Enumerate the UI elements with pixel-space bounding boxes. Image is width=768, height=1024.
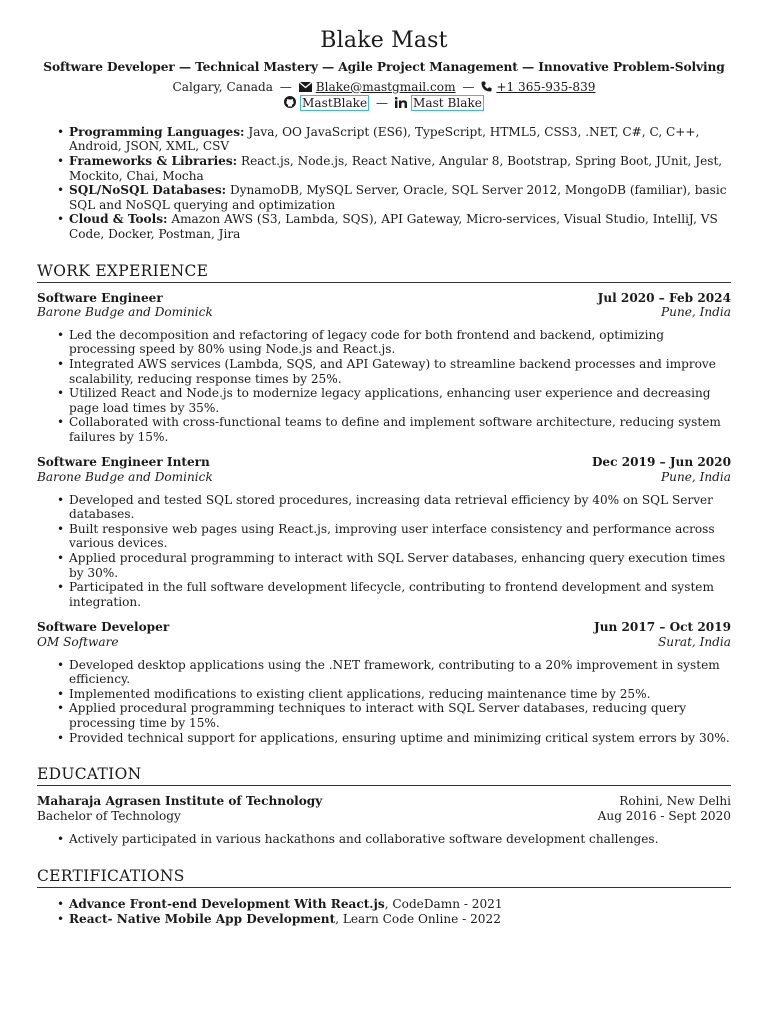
certification-name: React- Native Mobile App Development [69,911,336,926]
list-item: • Collaborated with cross-functional teams to define and implement software architecture, reducing system failures by 15%. [37,415,731,444]
list-item: • Built responsive web pages using React.js, improving user interface consistency and performance across various devices. [37,522,731,551]
list-item: • Applied procedural programming techniques to interact with SQL Server databases, reducing query processing time by 15%. [37,701,731,730]
job-bullets [37,328,731,445]
email-link[interactable]: Blake@mastgmail.com [315,79,456,94]
company-name: OM Software [37,635,119,649]
list-item: • Utilized React and Node.js to modernize legacy applications, enhancing user experience and decreasing page load times by 35%. [37,386,731,415]
phone-icon [481,81,492,96]
job-entry [37,455,731,609]
list-item: • Actively participated in various hackathons and collaborative software development challenges. [37,832,731,847]
list-item: • Developed desktop applications using the .NET framework, contributing to a 20% improvement in system efficiency. [37,658,731,687]
skill-label: Cloud & Tools: [69,212,168,227]
skill-item [37,125,731,154]
education-dates: Aug 2016 - Sept 2020 [597,808,731,823]
section-title-work: WORK EXPERIENCE [37,262,731,283]
skill-label: Programming Languages: [69,124,245,139]
degree: Bachelor of Technology [37,808,181,823]
contact-line-2 [37,96,731,112]
company-name: Barone Budge and Dominick [37,305,213,320]
tagline: Software Developer — Technical Mastery — Agile Project Management — Innovative Problem-Solving [43,60,725,74]
job-dates: Dec 2019 – Jun 2020 [591,455,731,470]
certification-item [37,897,731,912]
github-icon [284,96,296,112]
resume-page [37,28,731,926]
list-item: • Implemented modifications to existing client applications, reducing maintenance time by 25%. [37,687,731,702]
school-location: Rohini, New Delhi [619,794,731,809]
list-item: • Integrated AWS services (Lambda, SQS, and API Gateway) to streamline backend processes and improve scalability, reducing response times by 25%. [37,357,731,386]
location: Calgary, Canada [172,79,273,94]
job-bullets [37,658,731,746]
job-location: Pune, India [661,305,731,320]
school-name: Maharaja Agrasen Institute of Technology [37,794,323,809]
job-entry [37,620,731,745]
section-title-education: EDUCATION [37,765,731,786]
skill-text: Amazon AWS (S3, Lambda, SQS), API Gateway, Micro-services, Visual Studio, IntelliJ, VS Code, Docker, Postman, Jira [69,212,718,241]
education-entry [37,794,731,847]
skill-label: SQL/NoSQL Databases: [69,183,227,198]
job-location: Surat, India [658,635,731,649]
separator: — [376,96,389,111]
candidate-name: Blake Mast [320,28,448,53]
job-title: Software Developer [37,620,170,635]
envelope-icon [299,81,312,96]
github-link[interactable]: MastBlake [302,96,368,111]
skill-item [37,154,731,183]
linkedin-icon [395,97,407,112]
company-name: Barone Budge and Dominick [37,470,213,485]
linkedin-link[interactable]: Mast Blake [412,96,482,111]
certification-detail: , CodeDamn - 2021 [384,896,503,911]
job-entry [37,291,731,445]
certifications-list [37,897,731,926]
list-item: • Led the decomposition and refactoring of legacy code for both frontend and backend, optimizing processing speed by 80% using Node.js and React.js. [37,328,731,357]
job-dates: Jun 2017 – Oct 2019 [594,620,731,635]
list-item: • Applied procedural programming to interact with SQL Server databases, enhancing query execution times by 30%. [37,551,731,580]
education-bullets [37,832,731,847]
skill-item [37,212,731,241]
phone-link[interactable]: +1 365-935-839 [496,79,596,94]
skill-text: React.js, Node.js, React Native, Angular 8, Bootstrap, Spring Boot, JUnit, Jest, Mockito, Chai, Mocha [69,153,723,183]
certification-detail: , Learn Code Online - 2022 [335,911,501,926]
contact-line-1 [37,80,731,96]
job-location: Pune, India [661,470,731,485]
skill-text: Java, OO JavaScript (ES6), TypeScript, HTML5, CSS3, .NET, C#, C, C++, Android, JSON, XML, CSV [69,124,700,154]
job-dates: Jul 2020 – Feb 2024 [597,290,731,305]
list-item: • Participated in the full software development lifecycle, contributing to frontend development and system integration. [37,580,731,609]
section-title-certifications: CERTIFICATIONS [37,867,731,888]
job-bullets [37,493,731,610]
separator: — [462,79,475,94]
skill-item [37,183,731,212]
skills-list [37,125,731,242]
list-item: • Developed and tested SQL stored procedures, increasing data retrieval efficiency by 40% on SQL Server databases. [37,493,731,522]
job-title: Software Engineer Intern [37,455,210,470]
skill-label: Frameworks & Libraries: [69,153,238,168]
certification-item [37,912,731,927]
list-item: • Provided technical support for applications, ensuring uptime and minimizing critical system errors by 30%. [37,731,731,746]
skill-text: DynamoDB, MySQL Server, Oracle, SQL Server 2012, MongoDB (familiar), basic SQL and NoSQL querying and optimization [69,183,727,212]
job-title: Software Engineer [37,290,163,305]
certification-name: Advance Front-end Development With React.js [69,896,385,911]
separator: — [279,79,292,94]
